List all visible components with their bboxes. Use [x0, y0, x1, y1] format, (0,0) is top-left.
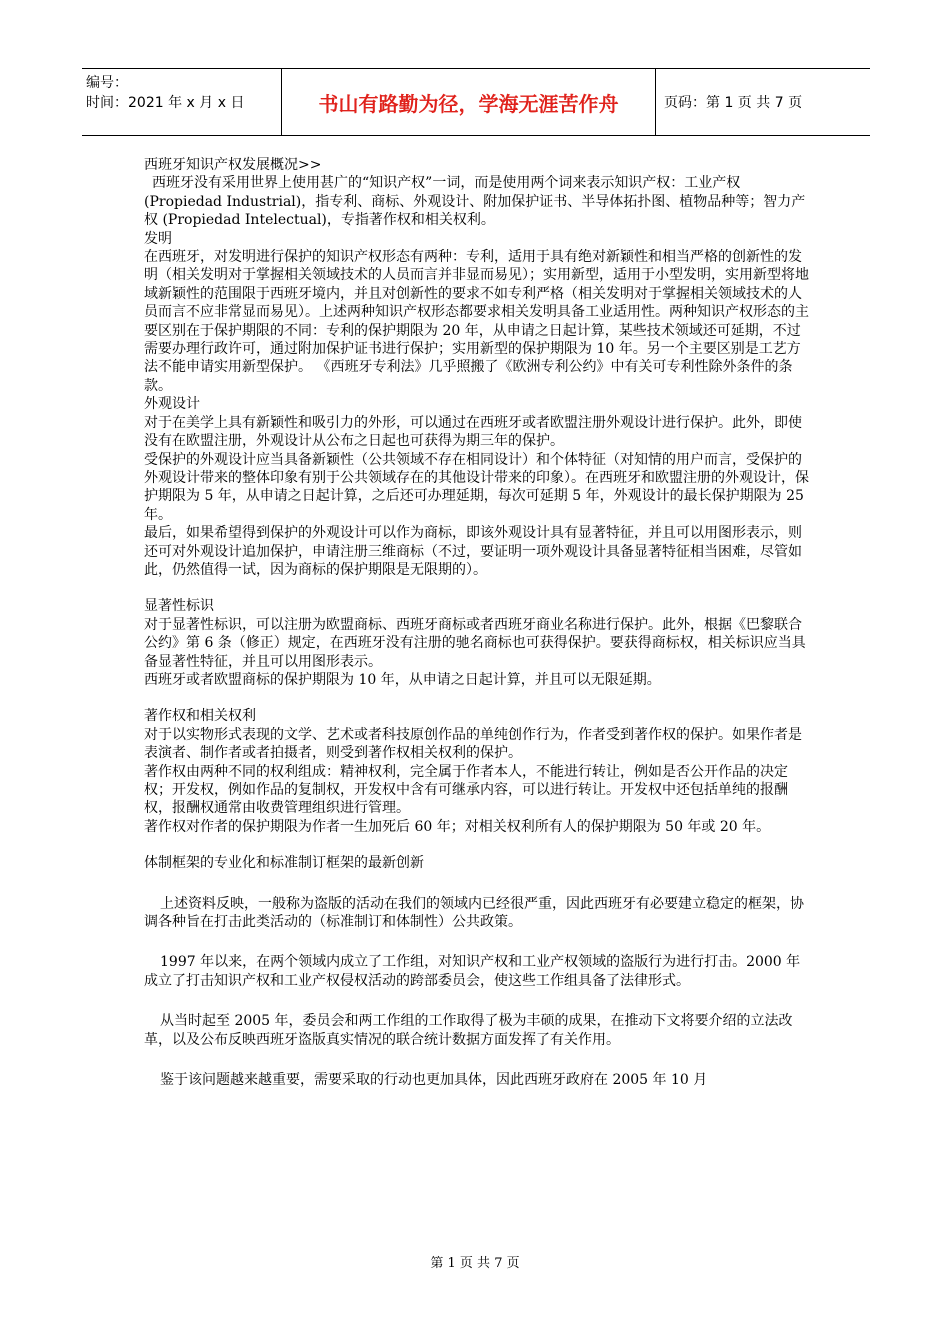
section-heading-copyright: 著作权和相关权利: [144, 708, 256, 725]
design-paragraph-1: 对于在美学上具有新颖性和吸引力的外形，可以通过在西班牙或者欧盟注册外观设计进行保护。此外，即使没有在欧盟注册，外观设计从公布之日起也可获得为期三年的保护。: [144, 414, 802, 450]
spacer: [144, 836, 810, 854]
spacer: [144, 1049, 810, 1071]
framework-paragraph-1: 上述资料反映，一般称为盗版的活动在我们的领域内已经很严重，因此西班牙有必要建立稳定的框架，协调各种旨在打击此类活动的（标准制订和体制性）公共政策。: [144, 895, 804, 931]
design-paragraph-2: 受保护的外观设计应当具备新颖性（公共领域不存在相同设计）和个体特征（对知情的用户而言，受保护的外观设计带来的整体印象有别于公共领域存在的其他设计带来的印象）。在西班牙和欧盟注册的外观设计，保护期限为 5 年，从申请之日起计算，之后还可办理延期，每次可延期 5 年，外观设计的最长保护期限为 25 年。: [144, 451, 809, 523]
header-page-number: 页码：第 1 页 共 7 页: [664, 95, 803, 111]
section-heading-invention: 发明: [144, 230, 172, 247]
marks-paragraph-1: 对于显著性标识，可以注册为欧盟商标、西班牙商标或者西班牙商业名称进行保护。此外，根据《巴黎联合公约》第 6 条（修正）规定，在西班牙没有注册的驰名商标也可获得保护。要获得商标权，相关标识应当具备显著性特征，并且可以用图形表示。: [144, 616, 806, 670]
page-header: [82, 68, 870, 136]
document-date-label: 时间：2021 年 x 月 x 日: [86, 95, 245, 111]
intro-paragraph: 西班牙没有采用世界上使用甚广的“知识产权”一词，而是使用两个词来表示知识产权：工业产权 (Propiedad Industrial)，指专利、商标、外观设计、附加保护证书、半导体拓扑图、植物品种等；智力产权 (Propiedad Intelectual)，专指著作权和相关权利。: [144, 175, 806, 229]
section-heading-framework: 体制框架的专业化和标准制订框架的最新创新: [144, 855, 424, 872]
section-heading-design: 外观设计: [144, 396, 200, 413]
copyright-paragraph-2: 著作权由两种不同的权利组成：精神权利，完全属于作者本人，不能进行转让，例如是否公开作品的决定权；开发权，例如作品的复制权，开发权中含有可继承内容，可以进行转让。开发权中还包括单纯的报酬权，报酬权通常由收费管理组织进行管理。: [144, 763, 788, 817]
spacer: [144, 873, 810, 895]
copyright-paragraph-1: 对于以实物形式表现的文学、艺术或者科技原创作品的单纯创作行为，作者受到著作权的保护。如果作者是表演者、制作者或者拍摄者，则受到著作权相关权利的保护。: [144, 726, 802, 762]
framework-paragraph-4: 鉴于该问题越来越重要，需要采取的行动也更加具体，因此西班牙政府在 2005 年 10 月: [160, 1072, 708, 1089]
page-footer: 第 1 页 共 7 页: [430, 1256, 520, 1271]
section-heading-distinctive-marks: 显著性标识: [144, 598, 214, 615]
framework-paragraph-3: 从当时起至 2005 年，委员会和两工作组的工作取得了极为丰硕的成果，在推动下文将要介绍的立法改革，以及公布反映西班牙盗版真实情况的联合统计数据方面发挥了有关作用。: [144, 1013, 793, 1048]
framework-paragraph-2: 1997 年以来，在两个领域内成立了工作组，对知识产权和工业产权领域的盗版行为进行打击。2000 年成立了打击知识产权和工业产权侵权活动的跨部委员会，使这些工作组具备了法律形式。: [144, 954, 801, 989]
document-number-label: 编号：: [86, 75, 128, 91]
marks-paragraph-2: 西班牙或者欧盟商标的保护期限为 10 年，从申请之日起计算，并且可以无限延期。: [144, 671, 661, 688]
invention-paragraph: 在西班牙，对发明进行保护的知识产权形态有两种：专利，适用于具有绝对新颖性和相当严格的创新性的发明（相关发明对于掌握相关领域技术的人员而言并非显而易见）；实用新型，适用于小型发明，实用新型将地域新颖性的范围限于西班牙境内，并且对创新性的要求不如专利严格（相关发明对于掌握相关领域技术的人员而言不应非常显而易见）。上述两种知识产权形态都要求相关发明具备工业适用性。两种知识产权形态的主要区别在于保护期限的不同：专利的保护期限为 20 年，从申请之日起计算，某些技术领域还可延期，不过需要办理行政许可，通过附加保护证书进行保护；实用新型的保护期限为 10 年。另一个主要区别是工艺方法不能申请实用新型保护。 《西班牙专利法》几乎照搬了《欧洲专利公约》中有关可专利性除外条件的条款。: [144, 249, 809, 394]
spacer: [144, 990, 810, 1012]
copyright-paragraph-3: 著作权对作者的保护期限为作者一生加死后 60 年；对相关权利所有人的保护期限为 50 年或 20 年。: [144, 818, 771, 835]
spacer: [144, 579, 810, 597]
document-title: 西班牙知识产权发展概况>>: [144, 157, 322, 173]
design-paragraph-3: 最后，如果希望得到保护的外观设计可以作为商标，即该外观设计具有显著特征，并且可以用图形表示，则还可对外观设计追加保护，申请注册三维商标（不过，要证明一项外观设计具备显著特征相当困难，尽管如此，仍然值得一试，因为商标的保护期限是无限期的）。: [144, 525, 802, 578]
spacer: [144, 689, 810, 707]
header-motto: 书山有路勤为径，学海无涯苦作舟: [282, 69, 656, 135]
header-meta: [82, 69, 282, 135]
document-body: [144, 156, 810, 1089]
spacer: [144, 931, 810, 953]
